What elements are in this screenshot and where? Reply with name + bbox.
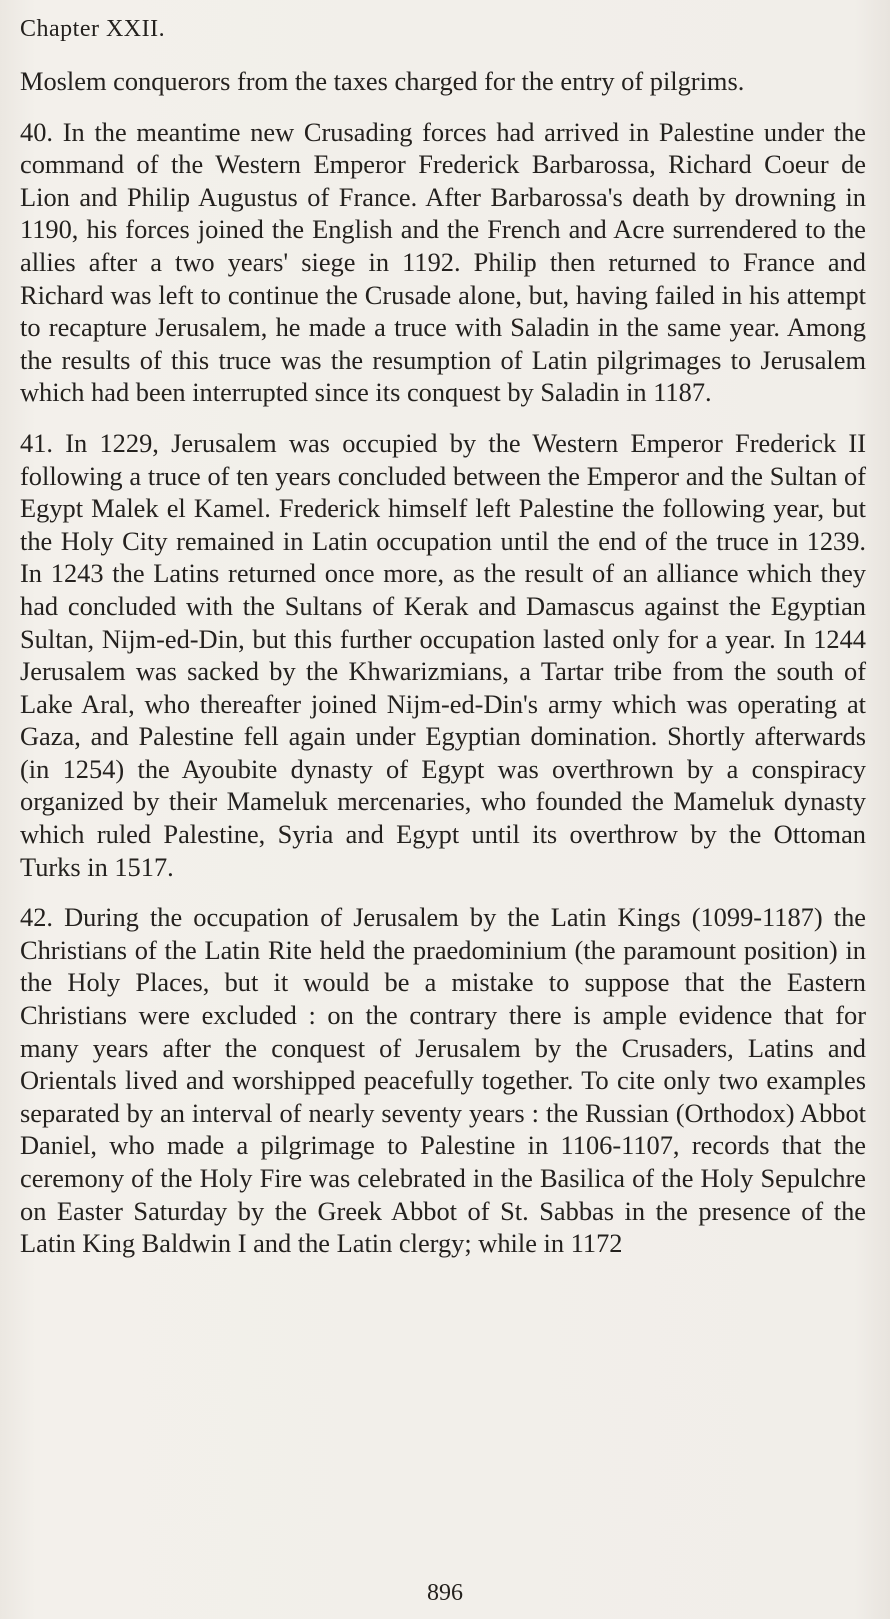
paragraph-40: 40. In the meantime new Crusading forces had arrived in Palestine under the command of the Western Emperor Frederick Barbarossa, Richard Coeur de Lion and Philip Augustus of France. After Barbarossa's death by drowning in 1190, his forces joined the English and the French and Acre surrendered to the allies after a two years' siege in 1192. Philip then returned to France and Richard was left to continue the Crusade alone, but, having failed in his attempt to recapture Jerusalem, he made a truce with Saladin in the same year. Among the results of this truce was the resumption of Latin pilgrimages to Jerusalem which had been interrupted since its conquest by Saladin in 1187.: [20, 116, 866, 408]
page-body: [20, 65, 866, 1278]
chapter-label: Chapter XXII.: [20, 16, 166, 42]
page-number: 896: [427, 1580, 463, 1606]
paragraph-42: 42. During the occupation of Jerusalem by the Latin Kings (1099-1187) the Christians of the Latin Rite held the praedominium (the paramount position) in the Holy Places, but it would be a mistake to suppose that the Eastern Christians were excluded : on the contrary there is ample evidence that for many years after the conquest of Jerusalem by the Crusaders, Latins and Orientals lived and worshipped peacefully together. To cite only two examples separated by an interval of nearly seventy years : the Russian (Orthodox) Abbot Daniel, who made a pilgrimage to Palestine in 1106-1107, records that the ceremony of the Holy Fire was celebrated in the Basilica of the Holy Sepulchre on Easter Saturday by the Greek Abbot of St. Sabbas in the presence of the Latin King Baldwin I and the Latin clergy; while in 1172: [20, 902, 866, 1259]
paragraph-41: 41. In 1229, Jerusalem was occupied by the Western Emperor Frederick II following a truce of ten years concluded between the Emperor and the Sultan of Egypt Malek el Kamel. Frederick himself left Palestine the following year, but the Holy City remained in Latin occupation until the end of the truce in 1239. In 1243 the Latins returned once more, as the result of an alliance which they had concluded with the Sultans of Kerak and Damascus against the Egyptian Sultan, Nijm-ed-Din, but this further occupation lasted only for a year. In 1244 Jerusalem was sacked by the Khwarizmians, a Tartar tribe from the south of Lake Aral, who thereafter joined Nijm-ed-Din's army which was operating at Gaza, and Palestine fell again under Egyptian domination. Shortly afterwards (in 1254) the Ayoubite dynasty of Egypt was overthrown by a conspiracy organized by their Mameluk mercenaries, who founded the Mameluk dynasty which ruled Palestine, Syria and Egypt until its overthrow by the Ottoman Turks in 1517.: [20, 427, 866, 882]
chapter-header: [20, 16, 165, 43]
paragraph-continuation: Moslem conquerors from the taxes charged for the entry of pilgrims.: [20, 66, 745, 96]
